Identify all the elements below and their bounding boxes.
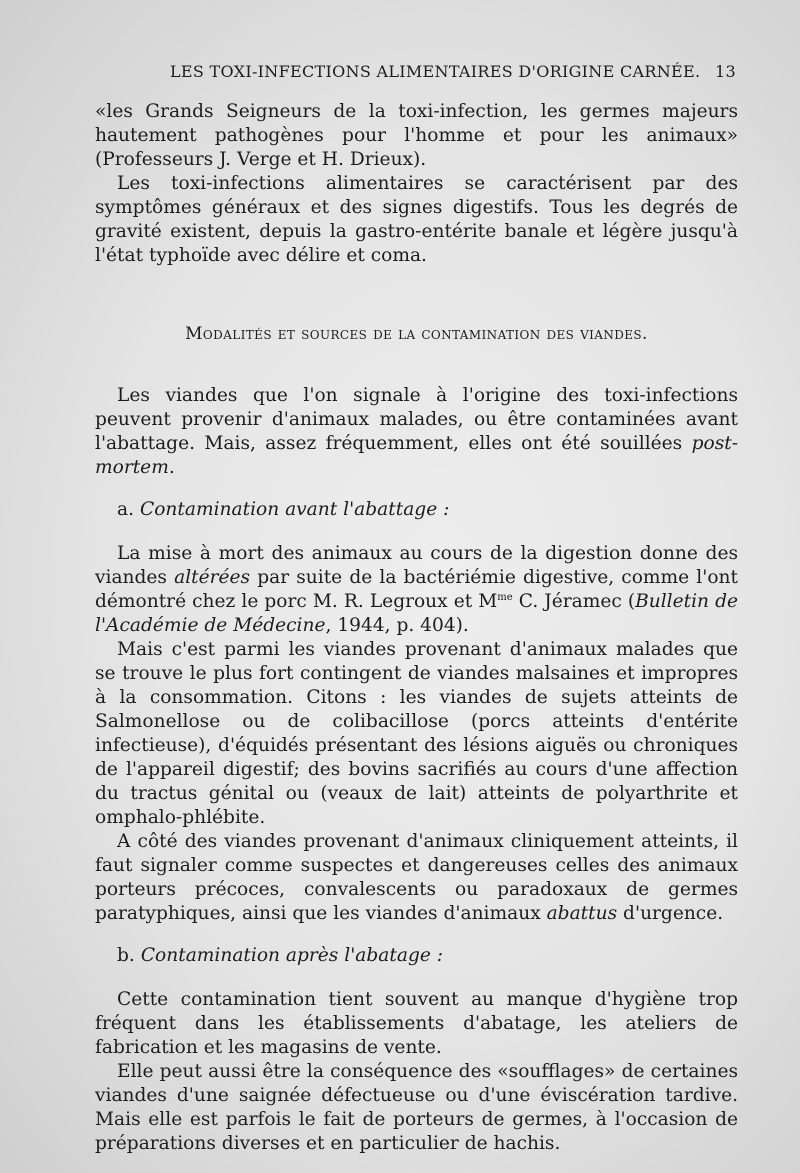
paragraph-sick-animals: Mais c'est parmi les viandes provenant d'animaux malades que se trouve le plus fort contingent de viandes malsaines et impropres à la consommation. Citons : les viandes de sujets atteints de Salmonellose ou de colibacillose (porcs atteints d'entérite infectieuse), d'équidés présentant des lésions aiguës ou chroniques de l'appareil digestif; des bovins sacrifiés au cours d'une affection du tractus génital ou (veaux de lait) atteints de polyarthrite et omphalo-phlébite.: [95, 639, 738, 828]
paragraph-carriers: [95, 830, 738, 926]
text-span: C. Jéramec (: [512, 591, 636, 612]
citation-title: Bulletin de l'Académie de Médecine: [95, 591, 738, 636]
document-body: [95, 100, 738, 1156]
italic-term: abattus: [546, 903, 618, 924]
paragraph-continued: «les Grands Seigneurs de la toxi-infection, les germes majeurs hautement pathogènes pour l'homme et pour les animaux» (Professeurs J. Verge et H. Drieux).: [95, 101, 738, 170]
text-span: par suite de la bactériémie digestive, comme l'ont démontré chez le porc M. R. Legroux et M: [95, 567, 738, 612]
running-header: [170, 62, 736, 86]
text-span: La mise à mort des animaux au cours de la digestion donne des viandes: [95, 543, 738, 588]
paragraph-sources: [95, 384, 738, 480]
italic-term: post-mortem: [95, 433, 738, 478]
section-title: Modalités et sources de la contamination des viandes.: [185, 324, 648, 344]
text-span: , 1944, p. 404).: [325, 615, 469, 636]
italic-term: altérées: [174, 567, 251, 588]
subheading-title: Contamination avant l'abattage :: [140, 499, 450, 520]
text-span: d'urgence.: [617, 903, 724, 924]
superscript: me: [497, 591, 513, 603]
text-span: Les viandes que l'on signale à l'origine des toxi-infections peuvent provenir d'animaux malades, ou être contaminées avant l'abattage. Mais, assez fréquemment, elles ont été souillées: [95, 385, 738, 454]
subheading-title: Contamination après l'abatage :: [140, 945, 444, 966]
subheading-letter: b.: [117, 945, 135, 966]
text-span: .: [168, 457, 175, 478]
subheading-a: [117, 498, 738, 522]
page-number: 13: [715, 62, 736, 81]
paragraph-soufflages: Elle peut aussi être la conséquence des «soufflages» de certaines viandes d'une saignée défectueuse ou d'une éviscération tardive. Mais elle est parfois le fait de porteurs de germes, à l'occasion de préparations diverses et en particulier de hachis.: [95, 1061, 738, 1154]
running-title: LES TOXI-INFECTIONS ALIMENTAIRES D'ORIGINE CARNÉE.: [170, 62, 701, 81]
paragraph-digestion: [95, 542, 738, 638]
paragraph-hygiene: Cette contamination tient souvent au manque d'hygiène trop fréquent dans les établissements d'abatage, les ateliers de fabrication et les magasins de vente.: [95, 989, 738, 1058]
subheading-letter: a.: [117, 499, 134, 520]
paragraph-symptoms: Les toxi-infections alimentaires se caractérisent par des symptômes généraux et des signes digestifs. Tous les degrés de gravité existent, depuis la gastro-entérite banale et légère jusqu'à l'état typhoïde avec délire et coma.: [95, 173, 738, 266]
text-span: A côté des viandes provenant d'animaux cliniquement atteints, il faut signaler comme suspectes et dangereuses celles des animaux porteurs précoces, convalescents ou paradoxaux de germes paratyphiques, ainsi que les viandes d'animaux: [95, 831, 738, 924]
subheading-b: [117, 944, 738, 968]
